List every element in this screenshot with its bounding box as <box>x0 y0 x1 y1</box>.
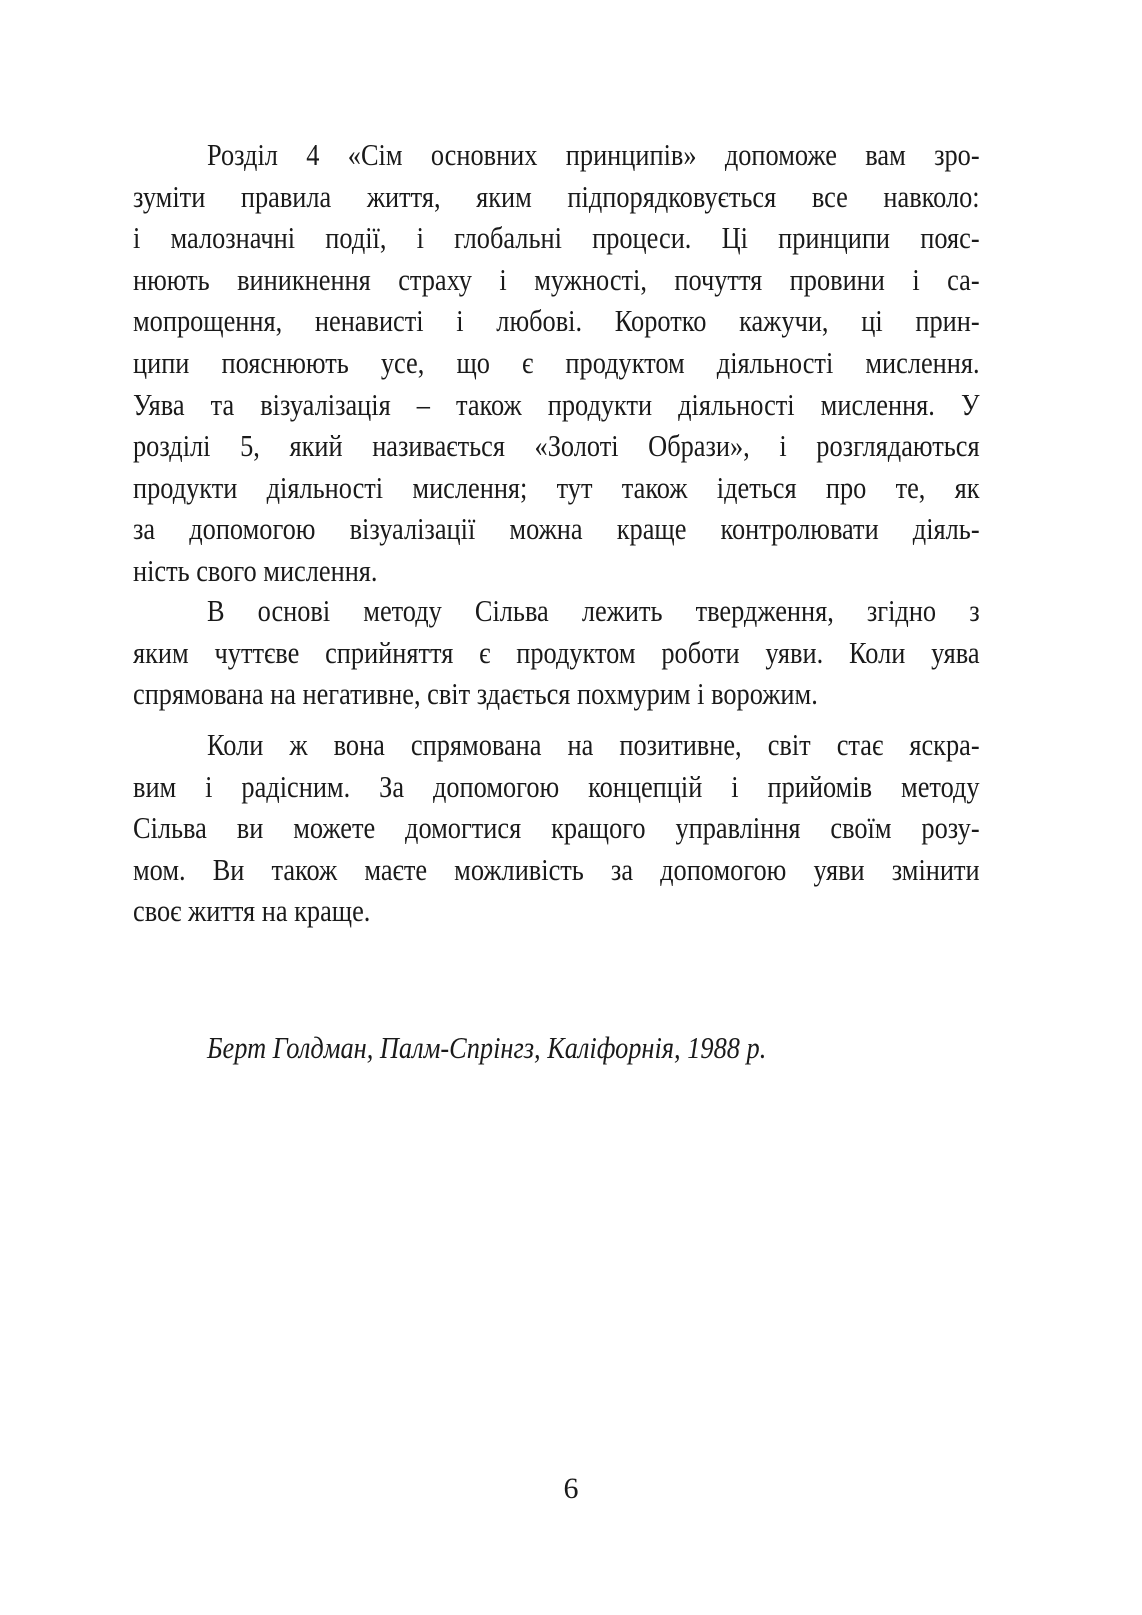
text-line: Коли ж вона спрямована на позитивне, світ стає яскра- <box>206 727 980 762</box>
text-line: ципи пояснюють усе, що є продуктом діяльності мислення. <box>133 344 980 380</box>
text-line: мопрощення, ненависті і любові. Коротко кажучи, ці прин- <box>133 303 980 339</box>
text-line: Сільва ви можете домогтися кращого управління своїм розу- <box>133 810 980 846</box>
paragraph-1 <box>133 134 980 592</box>
text-line: зуміти правила життя, яким підпорядковується все навколо: <box>133 178 980 214</box>
text-line: яким чуттєве сприйняття є продуктом роботи уяви. Коли уява <box>133 634 980 670</box>
page-number: 6 <box>563 1472 579 1505</box>
text-line: за допомогою візуалізації можна краще контролювати діяль- <box>133 511 980 547</box>
signature: Берт Голдман, Палм-Спрінгз, Каліфорнія, 1988 р. <box>207 1030 767 1065</box>
text-line: вим і радісним. За допомогою концепцій і прийомів методу <box>133 768 980 804</box>
paragraph-2 <box>133 590 980 715</box>
text-line: спрямована на негативне, світ здається похмурим і ворожим. <box>133 676 818 712</box>
text-line: своє життя на краще. <box>133 893 371 929</box>
text-line: Уява та візуалізація – також продукти діяльності мислення. У <box>133 386 980 422</box>
text-line: ність свого мислення. <box>133 552 378 588</box>
text-line: мом. Ви також маєте можливість за допомогою уяви змінити <box>133 851 980 887</box>
text-line: розділі 5, який називається «Золоті Образи», і розглядаються <box>133 428 980 464</box>
text-line: і малозначні події, і глобальні процеси. Ці принципи пояс- <box>133 220 980 256</box>
text-line: Розділ 4 «Сім основних принципів» допоможе вам зро- <box>206 137 980 172</box>
text-line: нюють виникнення страху і мужності, почуття провини і са- <box>133 261 980 297</box>
paragraph-3 <box>133 724 980 932</box>
text-line: В основі методу Сільва лежить твердження, згідно з <box>206 593 980 628</box>
text-line: продукти діяльності мислення; тут також ідеться про те, як <box>133 469 980 505</box>
